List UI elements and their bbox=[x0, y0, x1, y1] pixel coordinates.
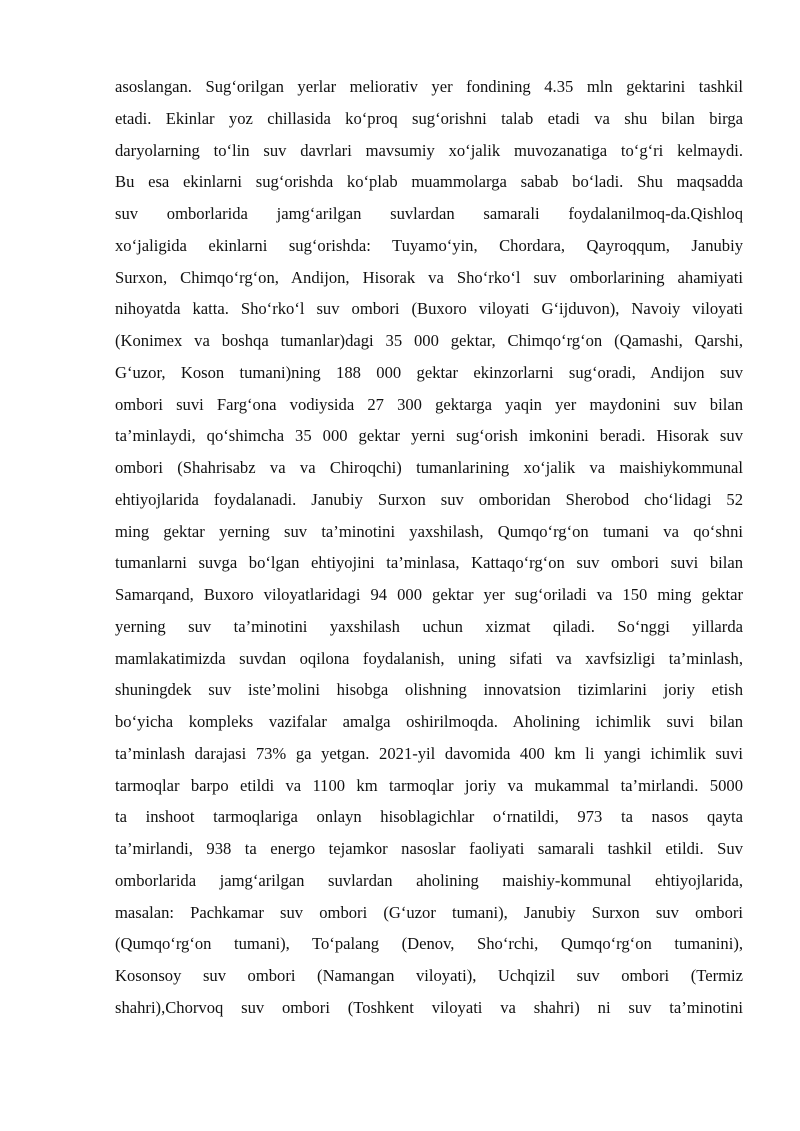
text-line: ta’mirlandi, 938 ta energo tejamkor nasoslar faoliyati samarali tashkil etildi. Suv bbox=[115, 839, 743, 858]
text-line: ming gektar yerning suv ta’minotini yaxshilash, Qumqo‘rg‘on tumani va qo‘shni bbox=[115, 521, 743, 541]
text-line: asoslangan. Sug‘orilgan yerlar meliorativ yer fondining 4.35 mln gektarini tashkil bbox=[115, 77, 743, 96]
text-line: Bu esa ekinlarni sug‘orishda ko‘plab muammolarga sabab bo‘ladi. Shu maqsadda bbox=[115, 172, 743, 192]
text-line: suv omborlarida jamg‘arilgan suvlardan samarali foydalanilmoq-da.Qishloq bbox=[115, 204, 743, 223]
text-line: etadi. Ekinlar yoz chillasida ko‘proq sug‘orishni talab etadi va shu bilan birga bbox=[115, 108, 743, 128]
text-line: yerning suv ta’minotini yaxshilash uchun xizmat qiladi. So‘nggi yillarda bbox=[115, 616, 743, 636]
text-line: ta’minlash darajasi 73% ga yetgan. 2021-yil davomida 400 km li yangi ichimlik suvi bbox=[115, 743, 743, 763]
text-line: daryolarning to‘lin suv davrlari mavsumiy xo‘jalik muvozanatiga to‘g‘ri kelmaydi. bbox=[115, 140, 743, 160]
text-line: xo‘jaligida ekinlarni sug‘orishda: Tuyamo‘yin, Chordara, Qayroqqum, Janubiy bbox=[115, 235, 743, 255]
text-line: shahri),Chorvoq suv ombori (Toshkent viloyati va shahri) ni suv ta’minotini bbox=[115, 997, 743, 1017]
text-line: (Konimex va boshqa tumanlar)dagi 35 000 gektar, Chimqo‘rg‘on (Qamashi, Qarshi, bbox=[115, 331, 743, 350]
text-line: shuningdek suv iste’molini hisobga olishning innovatsion tizimlarini joriy etish bbox=[115, 680, 743, 700]
text-line: ehtiyojlarida foydalanadi. Janubiy Surxon suv omboridan Sherobod cho‘lidagi 52 bbox=[115, 489, 743, 509]
text-line: Surxon, Chimqo‘rg‘on, Andijon, Hisorak va Sho‘rko‘l suv omborlarining ahamiyati bbox=[115, 267, 743, 287]
text-line: Kosonsoy suv ombori (Namangan viloyati), Uchqizil suv ombori (Termiz bbox=[115, 966, 743, 985]
text-line: ombori suvi Farg‘ona vodiysida 27 300 gektarga yaqin yer maydonini suv bilan bbox=[115, 394, 743, 414]
text-line: omborlarida jamg‘arilgan suvlardan aholining maishiy-kommunal ehtiyojlarida, bbox=[115, 870, 743, 890]
text-line: tumanlarni suvga bo‘lgan ehtiyojini ta’minlasa, Kattaqo‘rg‘on suv ombori suvi bilan bbox=[115, 553, 743, 573]
text-line: ta inshoot tarmoqlariga onlayn hisoblagichlar o‘rnatildi, 973 ta nasos qayta bbox=[115, 807, 743, 827]
text-line: nihoyatda katta. Sho‘rko‘l suv ombori (Buxoro viloyati G‘ijduvon), Navoiy viloyati bbox=[115, 299, 743, 319]
document-page bbox=[115, 71, 743, 1024]
text-line: masalan: Pachkamar suv ombori (G‘uzor tumani), Janubiy Surxon suv ombori bbox=[115, 902, 743, 922]
text-line: bo‘yicha kompleks vazifalar amalga oshirilmoqda. Aholining ichimlik suvi bilan bbox=[115, 712, 743, 731]
text-line: tarmoqlar barpo etildi va 1100 km tarmoqlar joriy va mukammal ta’mirlandi. 5000 bbox=[115, 775, 743, 795]
text-line: Samarqand, Buxoro viloyatlaridagi 94 000 gektar yer sug‘oriladi va 150 ming gektar bbox=[115, 585, 743, 604]
text-line: G‘uzor, Koson tumani)ning 188 000 gektar ekinzorlarni sug‘oradi, Andijon suv bbox=[115, 362, 743, 382]
text-line: ta’minlaydi, qo‘shimcha 35 000 gektar yerni sug‘orish imkonini beradi. Hisorak suv bbox=[115, 426, 743, 446]
body-paragraph bbox=[115, 71, 743, 1024]
text-line: mamlakatimizda suvdan oqilona foydalanish, uning sifati va xavfsizligi ta’minlash, bbox=[115, 648, 743, 668]
text-line: (Qumqo‘rg‘on tumani), To‘palang (Denov, Sho‘rchi, Qumqo‘rg‘on tumanini), bbox=[115, 934, 743, 954]
text-line: ombori (Shahrisabz va va Chiroqchi) tumanlarining xo‘jalik va maishiykommunal bbox=[115, 458, 743, 477]
